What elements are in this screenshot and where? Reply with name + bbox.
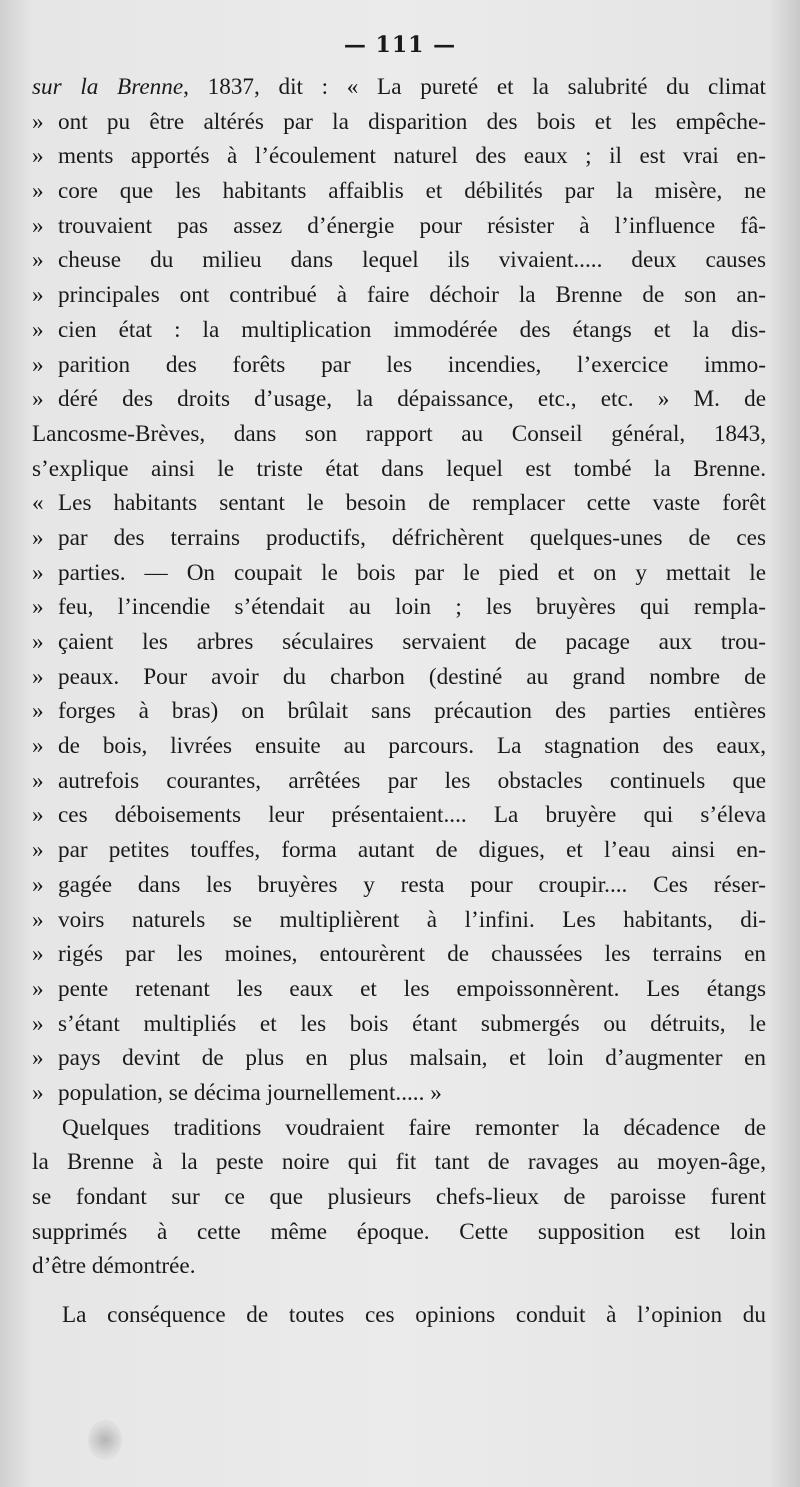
text-line xyxy=(32,1180,766,1215)
quote-mark: » xyxy=(32,733,44,760)
quote-mark: » xyxy=(32,837,44,864)
line-text: principales ont contribué à faire déchoir la Brenne de son an- xyxy=(58,282,766,309)
line-text: Les habitants sentant le besoin de remplacer cette vaste forêt xyxy=(58,490,766,517)
quote-mark: » xyxy=(32,1045,44,1072)
text-line xyxy=(32,243,766,278)
text-line xyxy=(32,70,766,105)
text-line xyxy=(32,278,766,313)
line-text: ont pu être altérés par la disparition des bois et les empêche- xyxy=(58,108,766,135)
text-line xyxy=(32,1298,766,1333)
text-line xyxy=(32,868,766,903)
line-text: ments apportés à l’écoulement naturel des eaux ; il est vrai en- xyxy=(58,143,766,170)
line-text: se fondant sur ce que plusieurs chefs-lieux de paroisse furent xyxy=(32,1184,766,1210)
quote-mark: » xyxy=(32,247,44,274)
line-text: pays devint de plus en plus malsain, et loin d’augmenter en xyxy=(58,1045,766,1072)
line-text: cien état : la multiplication immodérée des étangs et la dis- xyxy=(58,316,766,343)
line-text: La conséquence de toutes ces opinions conduit à l’opinion du xyxy=(62,1302,766,1329)
line-text: rigés par les moines, entourèrent de chaussées les terrains en xyxy=(58,941,766,968)
ink-smudge xyxy=(88,1420,122,1460)
line-text: autrefois courantes, arrêtées par les obstacles continuels que xyxy=(58,767,766,794)
text-line xyxy=(32,209,766,244)
text-line xyxy=(32,694,766,729)
line-text: peaux. Pour avoir du charbon (destiné au grand nombre de xyxy=(58,663,766,690)
text-line xyxy=(32,903,766,938)
quote-mark: » xyxy=(32,1010,44,1037)
line-text: cheuse du milieu dans lequel ils vivaient..... deux causes xyxy=(58,247,766,274)
line-text: ces déboisements leur présentaient.... La bruyère qui s’éleva xyxy=(58,802,766,829)
line-text: parition des forêts par les incendies, l’exercice immo- xyxy=(58,351,766,378)
quote-mark: » xyxy=(32,906,44,933)
text-line xyxy=(32,1111,766,1146)
quote-mark: » xyxy=(32,178,44,205)
quote-mark: » xyxy=(32,698,44,725)
line-text: voirs naturels se multiplièrent à l’infini. Les habitants, di- xyxy=(58,906,766,933)
quote-mark: » xyxy=(32,143,44,170)
line-text: Lancosme-Brèves, dans son rapport au Conseil général, 1843, xyxy=(32,420,766,447)
text-line xyxy=(32,382,766,417)
quote-mark: » xyxy=(32,108,44,135)
line-text: par petites touffes, forma autant de digues, et l’eau ainsi en- xyxy=(58,837,766,864)
text-line xyxy=(32,1076,766,1111)
text-line xyxy=(32,972,766,1007)
text-line xyxy=(32,452,766,487)
quote-mark: » xyxy=(32,316,44,343)
line-text: s’explique ainsi le triste état dans lequel est tombé la Brenne. xyxy=(32,455,766,482)
body-text xyxy=(32,70,766,1333)
quote-mark: » xyxy=(32,975,44,1002)
text-line xyxy=(32,348,766,383)
text-line xyxy=(32,521,766,556)
text-line xyxy=(32,174,766,209)
text-line xyxy=(32,486,766,521)
italic-title: sur la Brenne xyxy=(32,74,184,100)
quote-mark: » xyxy=(32,282,44,309)
quote-mark: » xyxy=(32,524,44,551)
quote-mark: » xyxy=(32,594,44,621)
text-line xyxy=(32,625,766,660)
text-line xyxy=(32,1041,766,1076)
text-line xyxy=(32,1215,766,1250)
text-line xyxy=(32,556,766,591)
line-text: gagée dans les bruyères y resta pour croupir.... Ces réser- xyxy=(58,871,766,898)
page-number: — 111 — xyxy=(343,32,457,58)
quote-mark: » xyxy=(32,351,44,378)
quote-mark: » xyxy=(32,559,44,586)
line-text: core que les habitants affaiblis et débilités par la misère, ne xyxy=(58,178,766,205)
text-line xyxy=(32,1007,766,1042)
line-text: de bois, livrées ensuite au parcours. La stagnation des eaux, xyxy=(58,733,766,760)
quote-mark: » xyxy=(32,941,44,968)
quote-mark: » xyxy=(32,386,44,413)
text-line xyxy=(32,105,766,140)
text-line xyxy=(32,937,766,972)
line-text: s’étant multipliés et les bois étant submergés ou détruits, le xyxy=(58,1010,766,1037)
line-text: forges à bras) on brûlait sans précaution des parties entières xyxy=(58,698,766,725)
quote-mark: » xyxy=(32,802,44,829)
text-line xyxy=(32,590,766,625)
line-text: çaient les arbres séculaires servaient de pacage aux trou- xyxy=(58,629,766,655)
text-line xyxy=(32,798,766,833)
line-text: par des terrains productifs, défrichèrent quelques-unes de ces xyxy=(58,524,766,551)
line-text: pente retenant les eaux et les empoissonnèrent. Les étangs xyxy=(58,975,766,1002)
text-line xyxy=(32,313,766,348)
line-text: , 1837, dit : « La pureté et la salubrité du climat xyxy=(183,74,766,100)
text-line xyxy=(32,1145,766,1180)
text-line xyxy=(32,139,766,174)
text-line xyxy=(32,833,766,868)
quote-mark: » xyxy=(32,767,44,794)
line-text: la Brenne à la peste noire qui fit tant de ravages au moyen-âge, xyxy=(32,1149,766,1176)
line-text: feu, l’incendie s’étendait au loin ; les bruyères qui rempla- xyxy=(58,594,766,621)
text-line xyxy=(32,660,766,695)
text-line xyxy=(32,729,766,764)
quote-mark: » xyxy=(32,1079,44,1106)
text-line xyxy=(32,764,766,799)
quote-mark: » xyxy=(32,871,44,898)
quote-mark: » xyxy=(32,663,44,690)
line-text: supprimés à cette même époque. Cette supposition est loin xyxy=(32,1218,766,1245)
line-text: Quelques traditions voudraient faire remonter la décadence de xyxy=(62,1114,766,1141)
line-text: trouvaient pas assez d’énergie pour résister à l’influence fâ- xyxy=(58,212,766,239)
line-text: parties. — On coupait le bois par le pied et on y mettait le xyxy=(58,559,766,586)
quote-mark: » xyxy=(32,629,44,655)
text-line xyxy=(32,417,766,452)
line-text: d’être démontrée. xyxy=(32,1253,196,1280)
quote-mark: « xyxy=(32,490,44,517)
quote-mark: » xyxy=(32,212,44,239)
line-text: déré des droits d’usage, la dépaissance, etc., etc. » M. de xyxy=(58,386,766,413)
text-line xyxy=(32,1249,766,1284)
line-text: population, se décima journellement..... » xyxy=(58,1079,442,1106)
